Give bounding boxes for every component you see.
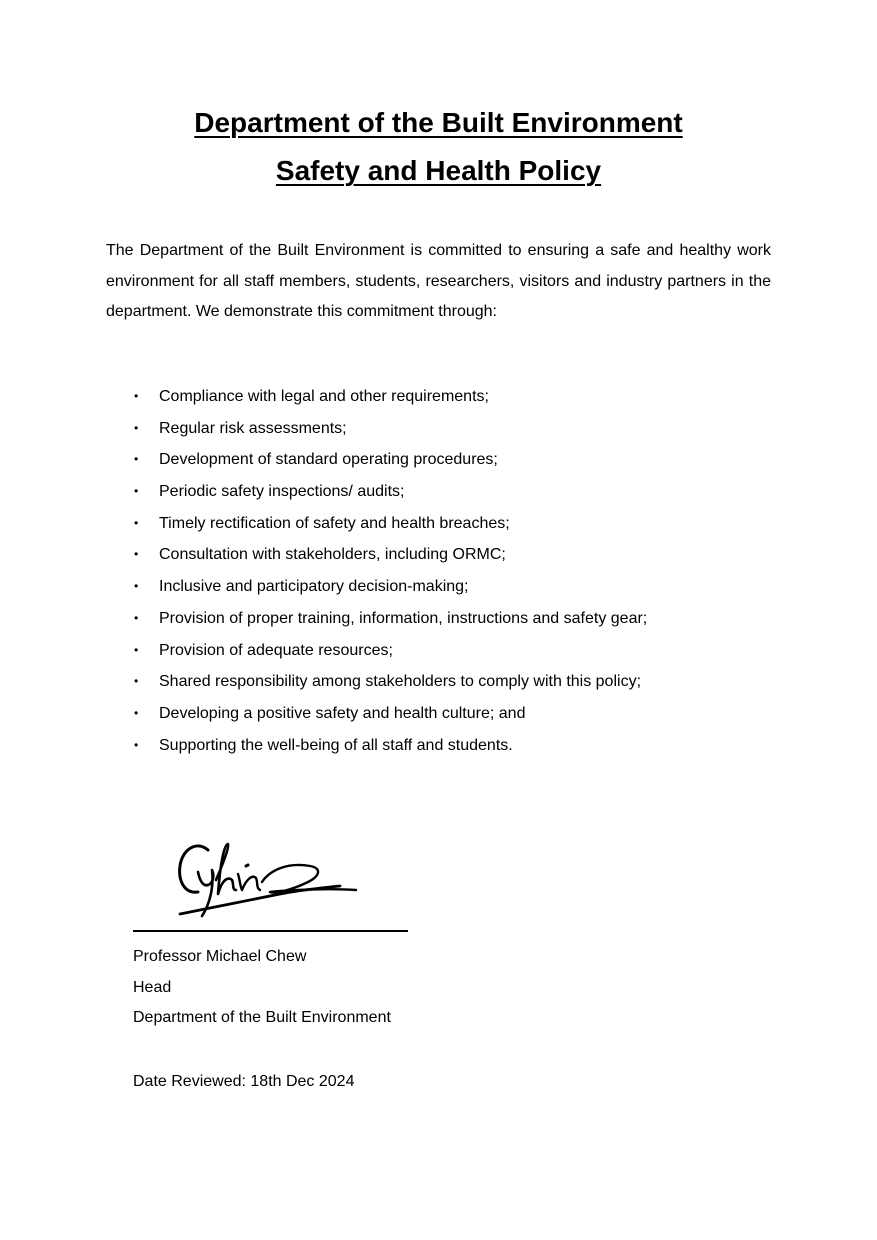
bullet-icon: • [134,420,139,435]
bullet-icon: • [134,642,139,657]
bullet-icon: • [134,389,139,403]
bullet-icon: • [134,515,139,530]
commitment-item [106,444,786,476]
document-title-line1: Department of the Built Environment [194,107,683,138]
signatory-role: Head [133,978,172,996]
commitment-text: Provision of proper training, information, instructions and safety gear; [159,609,648,627]
bullet-icon: • [134,579,139,594]
commitment-text: Compliance with legal and other requirements; [159,388,489,405]
commitment-item [106,476,786,508]
commitment-item [106,603,786,635]
commitment-text: Supporting the well-being of all staff and students. [159,736,513,754]
signatory-name: Professor Michael Chew [133,948,307,965]
date-reviewed: Date Reviewed: 18th Dec 2024 [133,1073,355,1090]
signature-line [133,930,408,932]
document-title-line2: Safety and Health Policy [275,155,602,186]
commitment-list [106,381,786,761]
commitment-text: Provision of adequate resources; [159,641,393,659]
commitment-item [106,571,786,603]
commitment-text: Consultation with stakeholders, including ORMC; [159,546,506,564]
commitment-text: Periodic safety inspections/ audits; [159,483,405,501]
commitment-item [106,730,786,762]
bullet-icon: • [134,705,139,720]
intro-paragraph: The Department of the Built Environment is committed to ensuring a safe and healthy work environment for all staff members, students, researchers, visitors and industry partners in the department. We demonstrate this commitment through: [106,242,771,320]
commitment-item [106,539,786,571]
bullet-icon: • [134,452,139,467]
signatory-block [133,942,391,1034]
commitment-text: Regular risk assessments; [159,419,347,437]
commitment-item [106,666,786,698]
commitment-item [106,413,786,445]
commitment-text: Developing a positive safety and health culture; and [159,704,526,722]
commitment-item [106,698,786,730]
signature-image [170,836,370,926]
bullet-icon: • [134,484,139,499]
commitment-text: Timely rectification of safety and health breaches; [159,514,510,532]
bullet-icon: • [134,737,139,752]
bullet-icon: • [134,547,139,562]
bullet-icon: • [134,610,139,625]
commitment-text: Shared responsibility among stakeholders to comply with this policy; [159,673,642,691]
signatory-department: Department of the Built Environment [133,1009,391,1026]
commitment-text: Inclusive and participatory decision-making; [159,578,469,596]
commitment-item [106,635,786,667]
bullet-icon: • [134,674,139,689]
commitment-item [106,381,786,413]
commitment-text: Development of standard operating procedures; [159,451,498,469]
commitment-item [106,508,786,540]
